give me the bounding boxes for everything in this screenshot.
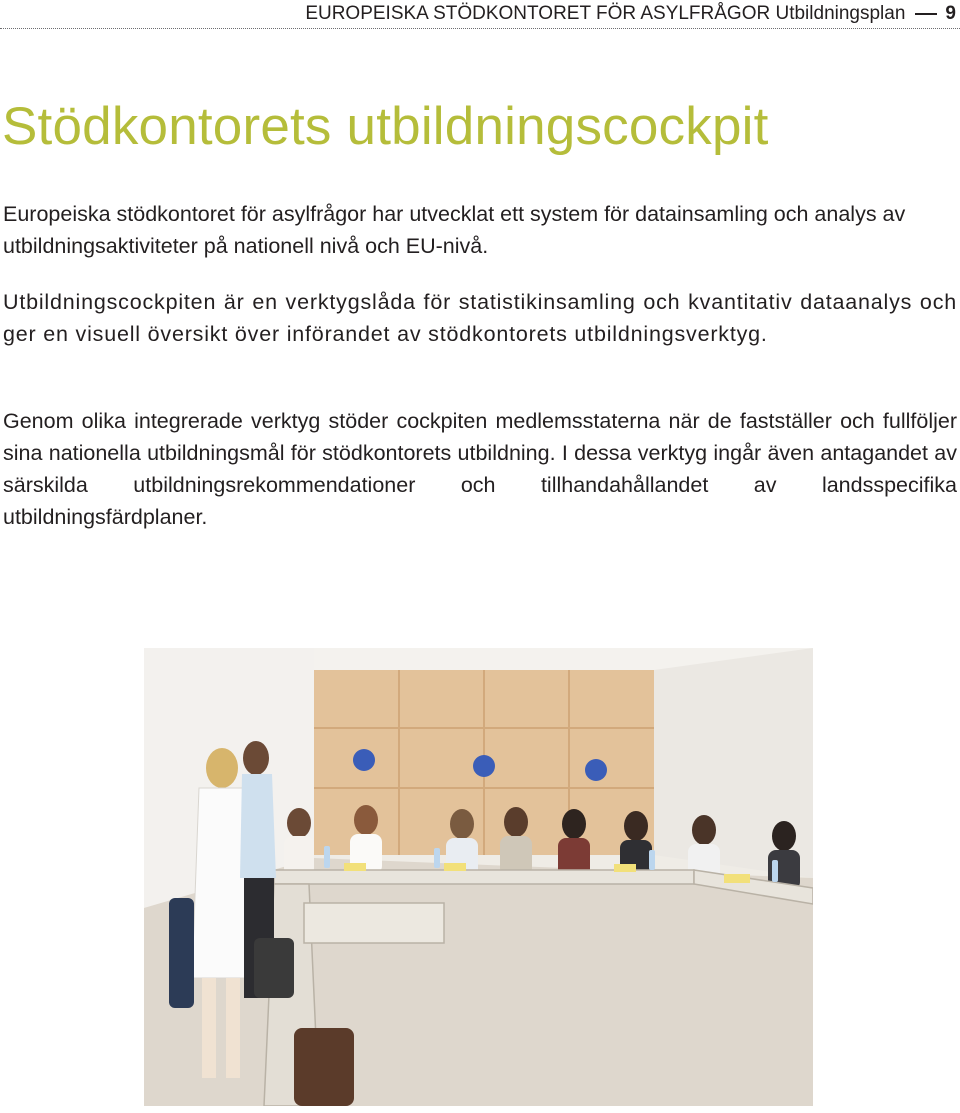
running-header — [0, 0, 960, 29]
header-separator — [915, 13, 937, 15]
publication-title: EUROPEISKA STÖDKONTORET FÖR ASYLFRÅGOR Utbildningsplan — [305, 3, 906, 24]
photo-illustration — [144, 648, 813, 1106]
page-title: Stödkontorets utbildningscockpit — [2, 97, 769, 156]
paragraph-integrated-tools: Genom olika integrerade verktyg stöder cockpiten medlemsstaterna när de fastställer och fullföljer sina nationella utbildningsmål för stödkontorets utbildning. I dessa verktyg ingår även antagandet av särskilda utbildningsrekommendationer och tillhandahållandet av landsspecifika utbildningsfärdplaner. — [3, 409, 957, 529]
paragraph-intro: Europeiska stödkontoret för asylfrågor har utvecklat ett system för datainsamling och analys av utbildningsaktiviteter på nationell nivå och EU-nivå. — [3, 202, 906, 258]
globe-logo — [473, 755, 495, 777]
page-number: 9 — [945, 3, 956, 24]
paragraph-cockpit-description: Utbildningscockpiten är en verktygslåda för statistikinsamling och kvantitativ dataanalys och ger en visuell översikt över införandet av stödkontorets utbildningsverktyg. — [3, 290, 957, 346]
training-session-photo — [144, 648, 813, 1106]
globe-logo — [353, 749, 375, 771]
globe-logo — [585, 759, 607, 781]
